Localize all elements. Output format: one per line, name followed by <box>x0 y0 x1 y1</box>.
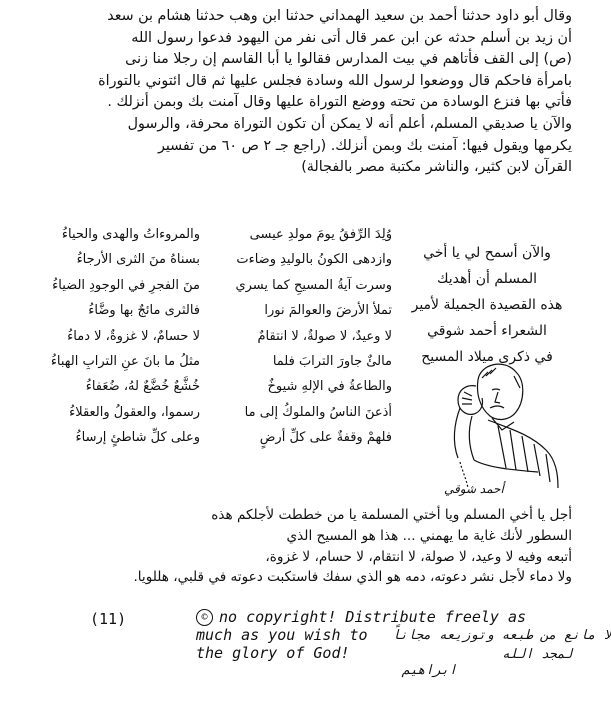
copyright-text: no copyright! Distribute freely as <box>219 608 527 626</box>
paragraph-line: القرآن لابن كثير، والناشر مكتبة مصر بالفجالة) <box>301 159 572 176</box>
arabic-glory-note: لمجد الله <box>502 647 573 662</box>
poem-verse: منَ الفجرِ في الوجودِ الضياءُ <box>52 277 200 293</box>
copyright-notice <box>196 608 611 678</box>
poem-verse: وسرت آيةُ المسيحِ كما يسري <box>235 277 392 293</box>
poem-left-column <box>28 222 200 451</box>
dedication-line: هذه القصيدة الجميلة لأمير <box>411 297 563 313</box>
poem-verse: مالئٌ جاورَ الترابَ فلما <box>272 354 392 370</box>
hadith-paragraph <box>10 6 572 179</box>
poem-verse: والمروءاتُ والهدى والحياءُ <box>61 227 200 242</box>
copyright-line <box>196 608 576 626</box>
dedication-line: والآن أسمح لي يا أخي <box>423 245 551 261</box>
poem-verse: رسموا، والعقولُ والعقلاءُ <box>69 404 200 420</box>
poem-verse: فلهمْ وقفةٌ على كلِّ أرضٍ <box>259 430 392 446</box>
poem-right-column <box>212 222 392 451</box>
poem-verse: بسناهُ منَ الثرى الأرجاءُ <box>76 252 200 268</box>
paragraph-line: أجل يا أخي المسلم ويا أختي المسلمة يا من خططت لأجلكم هذه <box>211 507 572 523</box>
paragraph-line: يكرمها ويقول فيها: آمنت بك وبمن أنزلك. (راجع جـ ٢ ص ٦٠ من تفسير <box>157 137 572 154</box>
paragraph-line: بامرأة فاحكم قال ووضعوا لرسول الله وسادة فجلس عليها ثم قال ائتوني بالتوراة <box>98 72 572 89</box>
dedication-line: الشعراء أحمد شوقي <box>427 323 547 339</box>
author-signature: ابراهيم <box>402 663 457 678</box>
closing-paragraph <box>10 505 572 588</box>
paragraph-line: ولا دماء لأجل نشر دعوته، دمه هو الذي سفك فاستكبت دعوته في قلبي، هللويا. <box>133 569 572 586</box>
poem-verse: وُلِدَ الرِّفقُ يومَ مولدِ عيسى <box>249 227 392 242</box>
poem-verse: مثلُ ما بانَ عنِ الترابِ الهباءُ <box>50 354 200 370</box>
copyright-line: the glory of God! <box>196 644 350 662</box>
paragraph-line: أتبعه وفيه لا وعيد، لا صولة، لا انتقام، لا حسام، لا غزوة، <box>265 548 572 565</box>
poem-verse: لا وعيدٌ، لا صولةٌ، لا انتقامٌ <box>257 328 392 344</box>
paragraph-line: والآن يا صديقي المسلم، أعلم أنه لا يمكن أن تكون التوراة محرفة، والرسول <box>127 115 572 132</box>
paragraph-line: وقال أبو داود حدثنا أحمد بن سعيد الهمداني حدثنا ابن وهب حدثنا هشام بن سعد <box>107 8 572 24</box>
paragraph-line: السطور لأنك غاية ما يهمني ... هذا هو المسيح الذي <box>286 527 572 544</box>
copyright-icon: © <box>196 609 213 626</box>
dedication-line: في ذكرى ميلاد المسيح <box>421 349 553 365</box>
poem-verse: خُشَّعٌ خُضَّعٌ لهُ، ضُعَفاءُ <box>85 379 200 395</box>
arabic-permission-note: لا مانع من طبعه وتوزيعه مجاناً <box>392 628 611 643</box>
dedication-line: المسلم أن أهديك <box>436 271 538 287</box>
poem-verse: تملأ الأرضَ والعوالمَ نورا <box>264 303 392 319</box>
poem-verse: لا حسامٌ، لا غزوةٌ، لا دماءُ <box>67 328 200 344</box>
ahmed-shawqi-portrait <box>418 350 568 492</box>
page-number: (11) <box>90 610 127 628</box>
poem-verse: وازدهى الكونُ بالوليدِ وضاءت <box>236 252 392 268</box>
poem-verse: وعلى كلِّ شاطئٍ إرساءُ <box>75 430 200 446</box>
copyright-line: much as you wish to <box>196 626 368 644</box>
poem-verse: فالثرى مائجٌ بها وضَّاءُ <box>88 303 200 319</box>
paragraph-line: (ص) إلى القف فأتاهم في بيت المدارس فقالوا يا أبا القاسم إن رجلا منا زنى <box>125 51 572 68</box>
poem-verse: والطاعةُ في الإلهِ شيوخٌ <box>267 379 392 395</box>
poem-verse: أذعنَ الناسُ والملوكُ إلى ما <box>244 404 392 420</box>
paragraph-line: أن زيد بن أسلم حدثه عن ابن عمر قال أتى نفر من اليهود فدعوا رسول الله <box>131 29 572 46</box>
portrait-signature: أحمد شوقي <box>444 482 504 496</box>
paragraph-line: فأتي بها فنزع الوسادة من تحته ووضع التوراة عليها وقال آمنت بك وبمن أنزلك . <box>107 94 572 111</box>
